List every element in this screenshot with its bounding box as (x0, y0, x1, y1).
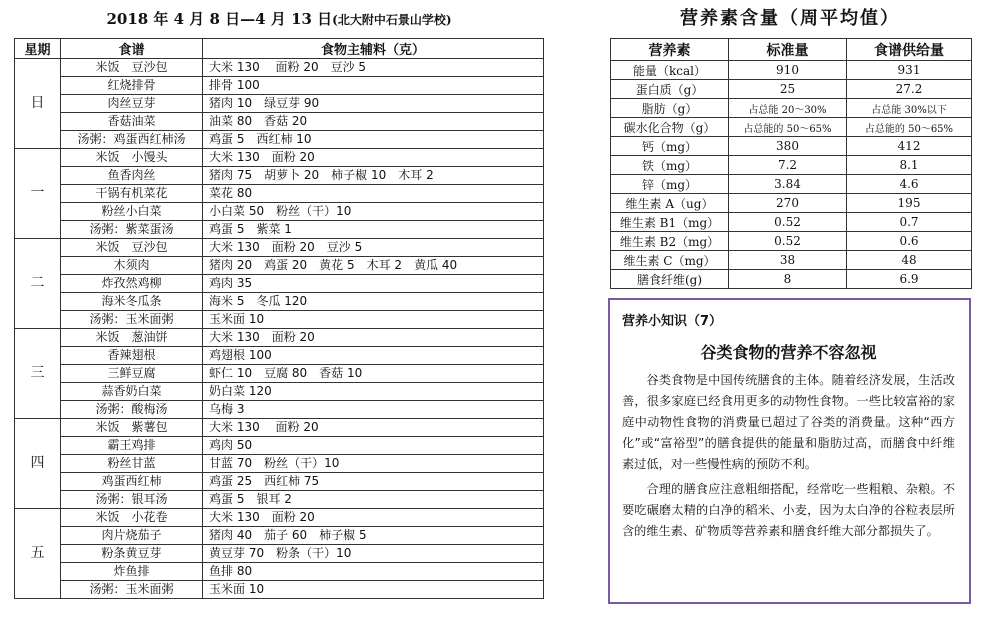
menu-ingredients-cell: 大米 130 面粉 20 豆沙 5 (203, 59, 544, 77)
knowledge-paragraph-1: 谷类食物是中国传统膳食的主体。随着经济发展，生活改善，很多家庭已经食用更多的动物性食物。一些比较富裕的家庭中动物性食物的消费量已超过了谷类的消费量。这种“西方化”或“富裕型”的膳食提供的能量和脂肪过高，而膳食中纤维素过低，对一些慢性病的预防不利。 (622, 373, 955, 471)
menu-dish-cell: 香菇油菜 (61, 113, 203, 131)
nutrition-std-cell: 910 (729, 61, 847, 80)
menu-header-row (15, 39, 544, 59)
nutrition-supply-cell: 27.2 (847, 80, 972, 99)
knowledge-headline: 谷类食物的营养不容忽视 (700, 343, 877, 362)
menu-header-day: 星期 (15, 39, 61, 59)
nutrition-header-supply: 食谱供给量 (847, 39, 972, 61)
nutrition-std-cell: 7.2 (729, 156, 847, 175)
menu-dish-cell: 米饭 小馒头 (61, 149, 203, 167)
nutrition-std-cell: 25 (729, 80, 847, 99)
menu-day-cell: 二 (15, 239, 61, 329)
menu-day-cell: 日 (15, 59, 61, 149)
nutrition-row (611, 251, 972, 270)
nutrition-supply-cell: 4.6 (847, 175, 972, 194)
menu-row (15, 491, 544, 509)
menu-ingredients-cell: 鸡翅根 100 (203, 347, 544, 365)
nutrition-table (610, 38, 972, 289)
nutrition-row (611, 156, 972, 175)
nutrition-std-cell: 3.84 (729, 175, 847, 194)
nutrition-name-cell: 蛋白质（g） (611, 80, 729, 99)
menu-row (15, 221, 544, 239)
nutrition-name-cell: 碳水化合物（g） (611, 118, 729, 137)
nutrition-supply-cell: 占总能的 50～65% (847, 118, 972, 137)
nutrition-std-cell: 380 (729, 137, 847, 156)
nutrition-std-cell: 占总能的 50～65% (729, 118, 847, 137)
menu-dish-cell: 炸鱼排 (61, 563, 203, 581)
menu-row (15, 59, 544, 77)
menu-ingredients-cell: 大米 130 面粉 20 豆沙 5 (203, 239, 544, 257)
menu-row (15, 311, 544, 329)
menu-dish-cell: 汤粥：鸡蛋西红柿汤 (61, 131, 203, 149)
menu-ingredients-cell: 油菜 80 香菇 20 (203, 113, 544, 131)
menu-ingredients-cell: 大米 130 面粉 20 (203, 149, 544, 167)
nutrition-row (611, 137, 972, 156)
menu-dish-cell: 粉丝小白菜 (61, 203, 203, 221)
menu-ingredients-cell: 鸡蛋 5 西红柿 10 (203, 131, 544, 149)
menu-row (15, 527, 544, 545)
menu-row (15, 203, 544, 221)
menu-row (15, 365, 544, 383)
menu-dish-cell: 香辣翅根 (61, 347, 203, 365)
menu-dish-cell: 鱼香肉丝 (61, 167, 203, 185)
menu-dish-cell: 肉丝豆芽 (61, 95, 203, 113)
menu-ingredients-cell: 奶白菜 120 (203, 383, 544, 401)
menu-ingredients-cell: 海米 5 冬瓜 120 (203, 293, 544, 311)
nutrition-std-cell: 38 (729, 251, 847, 270)
menu-dish-cell: 汤粥：玉米面粥 (61, 311, 203, 329)
menu-ingredients-cell: 猪肉 20 鸡蛋 20 黄花 5 木耳 2 黄瓜 40 (203, 257, 544, 275)
menu-dish-cell: 米饭 豆沙包 (61, 59, 203, 77)
nutrition-supply-cell: 48 (847, 251, 972, 270)
menu-row (15, 293, 544, 311)
menu-day-cell: 三 (15, 329, 61, 419)
menu-row (15, 509, 544, 527)
nutrition-row (611, 61, 972, 80)
nutrition-row (611, 232, 972, 251)
nutrition-name-cell: 脂肪（g） (611, 99, 729, 118)
nutrition-name-cell: 维生素 B2（mg） (611, 232, 729, 251)
nutrition-knowledge-box (608, 298, 971, 604)
menu-dish-cell: 木须肉 (61, 257, 203, 275)
menu-ingredients-cell: 大米 130 面粉 20 (203, 419, 544, 437)
menu-title-dates: 2018 年 4 月 8 日—4 月 13 日 (106, 10, 333, 28)
weekly-menu-table (14, 38, 544, 599)
menu-row (15, 545, 544, 563)
nutrition-name-cell: 钙（mg） (611, 137, 729, 156)
menu-row (15, 401, 544, 419)
menu-row (15, 473, 544, 491)
menu-ingredients-cell: 排骨 100 (203, 77, 544, 95)
nutrition-row (611, 175, 972, 194)
menu-ingredients-cell: 玉米面 10 (203, 311, 544, 329)
menu-row (15, 383, 544, 401)
menu-row (15, 347, 544, 365)
menu-row (15, 257, 544, 275)
menu-ingredients-cell: 猪肉 10 绿豆芽 90 (203, 95, 544, 113)
nutrition-header-standard: 标准量 (729, 39, 847, 61)
nutrition-header-row (611, 39, 972, 61)
menu-row (15, 437, 544, 455)
nutrition-name-cell: 维生素 A（ug） (611, 194, 729, 213)
nutrition-supply-cell: 8.1 (847, 156, 972, 175)
menu-ingredients-cell: 猪肉 40 茄子 60 柿子椒 5 (203, 527, 544, 545)
nutrition-name-cell: 维生素 C（mg） (611, 251, 729, 270)
menu-dish-cell: 鸡蛋西红柿 (61, 473, 203, 491)
menu-ingredients-cell: 菜花 80 (203, 185, 544, 203)
menu-header-ingredients: 食物主辅料（克） (203, 39, 544, 59)
nutrition-row (611, 194, 972, 213)
nutrition-row (611, 118, 972, 137)
menu-row (15, 131, 544, 149)
menu-row (15, 149, 544, 167)
nutrition-name-cell: 维生素 B1（mg） (611, 213, 729, 232)
menu-ingredients-cell: 鸡肉 35 (203, 275, 544, 293)
nutrition-std-cell: 占总能 20～30% (729, 99, 847, 118)
menu-ingredients-cell: 鸡蛋 5 银耳 2 (203, 491, 544, 509)
menu-title-school: (北大附中石景山学校) (332, 13, 452, 27)
menu-dish-cell: 粉条黄豆芽 (61, 545, 203, 563)
menu-ingredients-cell: 大米 130 面粉 20 (203, 329, 544, 347)
menu-row (15, 185, 544, 203)
nutrition-header-nutrient: 营养素 (611, 39, 729, 61)
menu-ingredients-cell: 鸡蛋 5 紫菜 1 (203, 221, 544, 239)
menu-ingredients-cell: 猪肉 75 胡萝卜 20 柿子椒 10 木耳 2 (203, 167, 544, 185)
menu-ingredients-cell: 黄豆芽 70 粉条（干）10 (203, 545, 544, 563)
menu-ingredients-cell: 虾仁 10 豆腐 80 香菇 10 (203, 365, 544, 383)
menu-dish-cell: 红烧排骨 (61, 77, 203, 95)
menu-row (15, 563, 544, 581)
menu-row (15, 275, 544, 293)
menu-dish-cell: 米饭 葱油饼 (61, 329, 203, 347)
menu-ingredients-cell: 甘蓝 70 粉丝（干）10 (203, 455, 544, 473)
menu-ingredients-cell: 鸡肉 50 (203, 437, 544, 455)
menu-dish-cell: 三鲜豆腐 (61, 365, 203, 383)
nutrition-std-cell: 0.52 (729, 232, 847, 251)
nutrition-name-cell: 铁（mg） (611, 156, 729, 175)
nutrition-supply-cell: 占总能 30%以下 (847, 99, 972, 118)
menu-dish-cell: 粉丝甘蓝 (61, 455, 203, 473)
nutrition-std-cell: 270 (729, 194, 847, 213)
nutrition-row (611, 80, 972, 99)
menu-row (15, 329, 544, 347)
nutrition-supply-cell: 0.7 (847, 213, 972, 232)
nutrition-std-cell: 8 (729, 270, 847, 289)
nutrition-name-cell: 锌（mg） (611, 175, 729, 194)
menu-ingredients-cell: 玉米面 10 (203, 581, 544, 599)
menu-row (15, 419, 544, 437)
nutrition-name-cell: 能量（kcal） (611, 61, 729, 80)
menu-dish-cell: 海米冬瓜条 (61, 293, 203, 311)
menu-row (15, 113, 544, 131)
menu-dish-cell: 汤粥：玉米面粥 (61, 581, 203, 599)
menu-row (15, 95, 544, 113)
nutrition-row (611, 270, 972, 289)
menu-day-cell: 一 (15, 149, 61, 239)
menu-dish-cell: 霸王鸡排 (61, 437, 203, 455)
menu-dish-cell: 汤粥：酸梅汤 (61, 401, 203, 419)
menu-dish-cell: 汤粥：银耳汤 (61, 491, 203, 509)
menu-row (15, 455, 544, 473)
knowledge-header: 营养小知识（7） (622, 314, 723, 329)
menu-row (15, 77, 544, 95)
nutrition-supply-cell: 412 (847, 137, 972, 156)
menu-ingredients-cell: 乌梅 3 (203, 401, 544, 419)
knowledge-paragraph-2: 合理的膳食应注意粗细搭配，经常吃一些粗粮、杂粮。不要吃碾磨太精的白净的稻米、小麦，因为太白净的谷粒表层所含的维生素、矿物质等营养素和膳食纤维大部分都损失了。 (622, 482, 955, 538)
menu-ingredients-cell: 大米 130 面粉 20 (203, 509, 544, 527)
nutrition-supply-cell: 6.9 (847, 270, 972, 289)
menu-day-cell: 五 (15, 509, 61, 599)
nutrition-supply-cell: 931 (847, 61, 972, 80)
nutrition-row (611, 99, 972, 118)
nutrition-supply-cell: 0.6 (847, 232, 972, 251)
menu-title (14, 6, 544, 32)
menu-header-recipe: 食谱 (61, 39, 203, 59)
menu-dish-cell: 肉片烧茄子 (61, 527, 203, 545)
menu-ingredients-cell: 小白菜 50 粉丝（干）10 (203, 203, 544, 221)
nutrition-supply-cell: 195 (847, 194, 972, 213)
menu-dish-cell: 炸孜然鸡柳 (61, 275, 203, 293)
menu-ingredients-cell: 鱼排 80 (203, 563, 544, 581)
nutrition-name-cell: 膳食纤维(g) (611, 270, 729, 289)
menu-dish-cell: 蒜香奶白菜 (61, 383, 203, 401)
menu-day-cell: 四 (15, 419, 61, 509)
menu-ingredients-cell: 鸡蛋 25 西红柿 75 (203, 473, 544, 491)
nutrition-std-cell: 0.52 (729, 213, 847, 232)
menu-row (15, 239, 544, 257)
menu-dish-cell: 汤粥：紫菜蛋汤 (61, 221, 203, 239)
menu-dish-cell: 米饭 小花卷 (61, 509, 203, 527)
nutrition-title: 营养素含量（周平均值） (680, 8, 900, 29)
menu-dish-cell: 米饭 豆沙包 (61, 239, 203, 257)
menu-row (15, 581, 544, 599)
menu-dish-cell: 米饭 紫薯包 (61, 419, 203, 437)
menu-dish-cell: 干锅有机菜花 (61, 185, 203, 203)
nutrition-row (611, 213, 972, 232)
menu-row (15, 167, 544, 185)
